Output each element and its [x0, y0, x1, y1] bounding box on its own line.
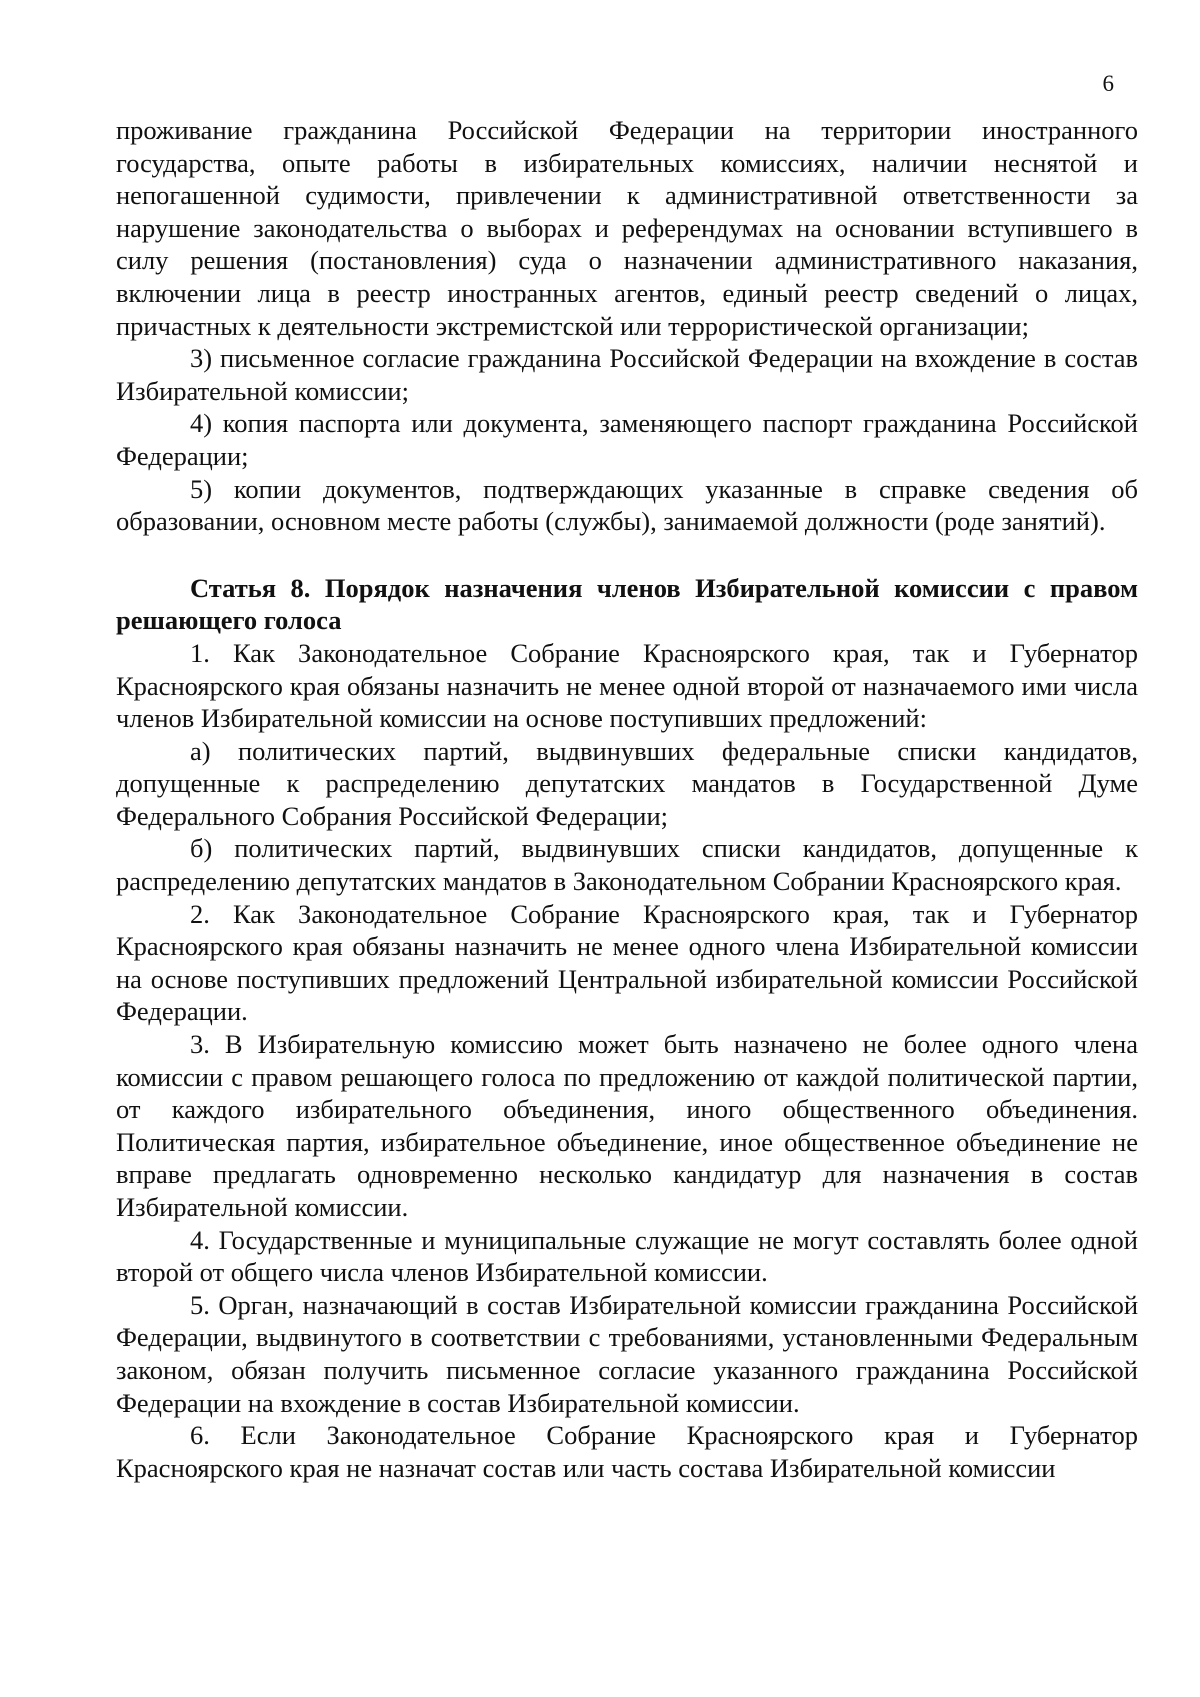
article-paragraph-3: 3. В Избирательную комиссию может быть назначено не более одного члена комиссии с правом решающего голоса по предложению от каждой политической партии, от каждого избирательного объединения, иного общественного объединения. Политическая партия, избирательное объединение, иное общественное объединение не вправе предлагать одновременно несколько кандидатур для назначения в состав Избирательной комиссии.: [116, 1029, 1138, 1222]
document-body: [116, 114, 1138, 1484]
article-8-heading: Статья 8. Порядок назначения членов Избирательной комиссии с правом решающего голоса: [116, 572, 1138, 636]
list-item-4: 4) копия паспорта или документа, заменяющего паспорт гражданина Российской Федерации;: [116, 408, 1138, 471]
list-item-3: 3) письменное согласие гражданина Российской Федерации на вхождение в состав Избирательной комиссии;: [116, 343, 1138, 406]
continuation-paragraph: проживание гражданина Российской Федерации на территории иностранного государства, опыте работы в избирательных комиссиях, наличии неснятой и непогашенной судимости, привлечении к административной ответственности за нарушение законодательства о выборах и референдумах на основании вступившего в силу решения (постановления) суда о назначении административного наказания, включении лица в реестр иностранных агентов, единый реестр сведений о лицах, причастных к деятельности экстремистской или террористической организации;: [116, 115, 1138, 341]
list-item-5: 5) копии документов, подтверждающих указанные в справке сведения об образовании, основном месте работы (службы), занимаемой должности (роде занятий).: [116, 473, 1138, 537]
article-paragraph-2: 2. Как Законодательное Собрание Красноярского края, так и Губернатор Красноярского края обязаны назначить не менее одного члена Избирательной комиссии на основе поступивших предложений Центральной избирательной комиссии Российской Федерации.: [116, 898, 1138, 1027]
article-paragraph-6: 6. Если Законодательное Собрание Красноярского края и Губернатор Красноярского края не назначат состав или часть состава Избирательной комиссии: [116, 1420, 1138, 1483]
article-paragraph-4: 4. Государственные и муниципальные служащие не могут составлять более одной второй от общего числа членов Избирательной комиссии.: [116, 1224, 1138, 1288]
article-paragraph-1a: а) политических партий, выдвинувших федеральные списки кандидатов, допущенные к распределению депутатских мандатов в Государственной Думе Федерального Собрания Российской Федерации;: [116, 735, 1138, 831]
article-paragraph-1: 1. Как Законодательное Собрание Красноярского края, так и Губернатор Красноярского края обязаны назначить не менее одной второй от назначаемого ими числа членов Избирательной комиссии на основе поступивших предложений:: [116, 637, 1138, 734]
article-paragraph-1b: б) политических партий, выдвинувших списки кандидатов, допущенные к распределению депутатских мандатов в Законодательном Собрании Красноярского края.: [116, 833, 1138, 897]
page-number: 6: [1102, 71, 1114, 96]
article-paragraph-5: 5. Орган, назначающий в состав Избирательной комиссии гражданина Российской Федерации, выдвинутого в соответствии с требованиями, установленными Федеральным законом, обязан получить письменное согласие указанного гражданина Российской Федерации на вхождение в состав Избирательной комиссии.: [116, 1289, 1138, 1418]
